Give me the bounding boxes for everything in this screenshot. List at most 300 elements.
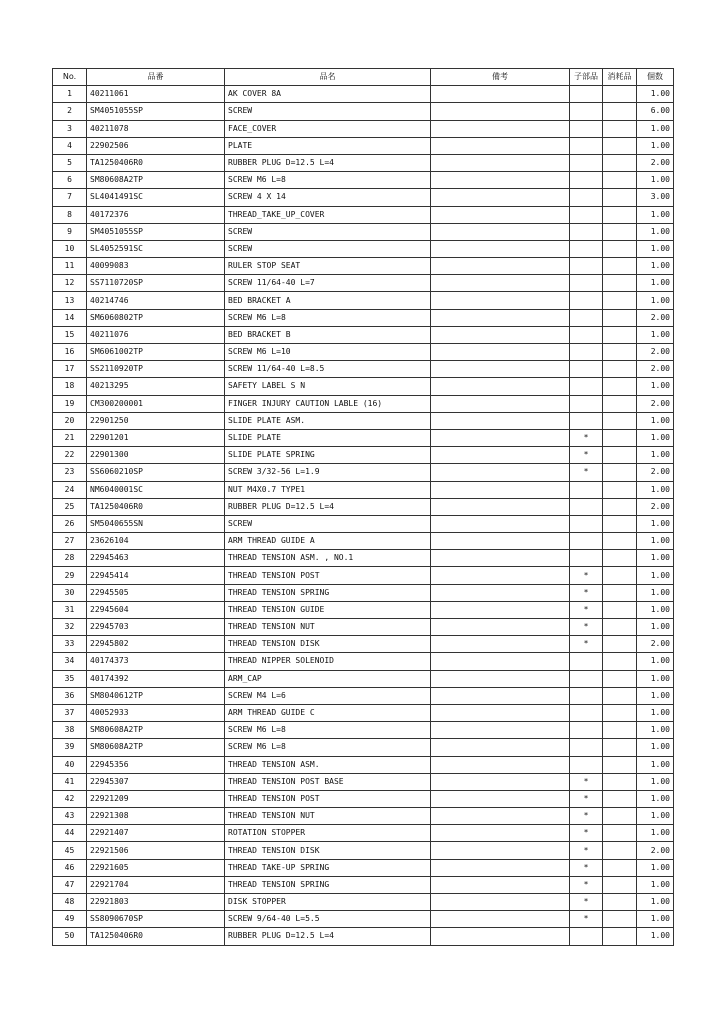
cell-sub-part	[570, 550, 603, 567]
cell-remarks	[431, 137, 570, 154]
cell-consumable	[603, 722, 637, 739]
cell-part-name: RUBBER PLUG D=12.5 L=4	[225, 154, 431, 171]
cell-part-name: THREAD TENSION POST BASE	[225, 773, 431, 790]
cell-qty: 1.00	[637, 790, 674, 807]
cell-part-name: SCREW M6 L=8	[225, 309, 431, 326]
cell-qty: 1.00	[637, 619, 674, 636]
parts-table	[52, 68, 674, 946]
cell-part-number: 22945463	[87, 550, 225, 567]
cell-no: 47	[53, 876, 87, 893]
table-row	[53, 189, 674, 206]
cell-part-number: TA1250406R0	[87, 498, 225, 515]
cell-qty: 6.00	[637, 103, 674, 120]
cell-sub-part: *	[570, 876, 603, 893]
cell-no: 46	[53, 859, 87, 876]
cell-remarks	[431, 361, 570, 378]
cell-part-name: SCREW	[225, 240, 431, 257]
cell-sub-part	[570, 704, 603, 721]
cell-sub-part	[570, 172, 603, 189]
cell-part-name: THREAD TENSION SPRING	[225, 584, 431, 601]
table-row	[53, 928, 674, 945]
cell-part-name: SCREW 11/64-40 L=8.5	[225, 361, 431, 378]
cell-remarks	[431, 412, 570, 429]
cell-consumable	[603, 911, 637, 928]
cell-sub-part: *	[570, 842, 603, 859]
table-row	[53, 103, 674, 120]
cell-part-name: SLIDE PLATE SPRING	[225, 447, 431, 464]
cell-part-name: THREAD TENSION ASM. , NO.1	[225, 550, 431, 567]
cell-remarks	[431, 601, 570, 618]
cell-remarks	[431, 344, 570, 361]
cell-part-number: 22945802	[87, 636, 225, 653]
cell-part-number: SM8040612TP	[87, 687, 225, 704]
cell-sub-part	[570, 154, 603, 171]
cell-qty: 1.00	[637, 172, 674, 189]
table-row	[53, 567, 674, 584]
cell-remarks	[431, 619, 570, 636]
cell-no: 36	[53, 687, 87, 704]
cell-consumable	[603, 619, 637, 636]
cell-consumable	[603, 515, 637, 532]
cell-remarks	[431, 670, 570, 687]
cell-consumable	[603, 292, 637, 309]
cell-part-name: ROTATION STOPPER	[225, 825, 431, 842]
cell-no: 24	[53, 481, 87, 498]
cell-remarks	[431, 275, 570, 292]
cell-qty: 2.00	[637, 344, 674, 361]
cell-no: 29	[53, 567, 87, 584]
cell-consumable	[603, 653, 637, 670]
table-row	[53, 894, 674, 911]
table-row	[53, 326, 674, 343]
cell-part-name: ARM_CAP	[225, 670, 431, 687]
cell-part-number: 40052933	[87, 704, 225, 721]
cell-remarks	[431, 773, 570, 790]
cell-no: 20	[53, 412, 87, 429]
cell-sub-part	[570, 223, 603, 240]
cell-qty: 1.00	[637, 704, 674, 721]
cell-sub-part	[570, 756, 603, 773]
cell-consumable	[603, 550, 637, 567]
table-row	[53, 619, 674, 636]
cell-sub-part: *	[570, 636, 603, 653]
cell-no: 23	[53, 464, 87, 481]
cell-no: 18	[53, 378, 87, 395]
cell-sub-part	[570, 103, 603, 120]
table-row	[53, 756, 674, 773]
cell-no: 13	[53, 292, 87, 309]
cell-no: 25	[53, 498, 87, 515]
cell-part-name: SCREW M4 L=6	[225, 687, 431, 704]
cell-consumable	[603, 137, 637, 154]
header-sub-part: 子部品	[570, 69, 603, 86]
header-qty: 個数	[637, 69, 674, 86]
cell-part-name: THREAD TENSION ASM.	[225, 756, 431, 773]
cell-consumable	[603, 876, 637, 893]
cell-qty: 1.00	[637, 928, 674, 945]
cell-qty: 1.00	[637, 567, 674, 584]
cell-part-number: 23626104	[87, 533, 225, 550]
cell-no: 21	[53, 429, 87, 446]
table-row	[53, 258, 674, 275]
table-row	[53, 292, 674, 309]
cell-no: 10	[53, 240, 87, 257]
cell-remarks	[431, 704, 570, 721]
cell-part-number: TA1250406R0	[87, 154, 225, 171]
cell-consumable	[603, 86, 637, 103]
cell-no: 26	[53, 515, 87, 532]
cell-part-name: SAFETY LABEL S N	[225, 378, 431, 395]
table-row	[53, 498, 674, 515]
cell-no: 28	[53, 550, 87, 567]
cell-remarks	[431, 447, 570, 464]
cell-no: 2	[53, 103, 87, 120]
table-row	[53, 412, 674, 429]
cell-sub-part: *	[570, 601, 603, 618]
cell-qty: 1.00	[637, 292, 674, 309]
cell-part-name: THREAD TENSION NUT	[225, 619, 431, 636]
cell-part-name: THREAD_TAKE_UP_COVER	[225, 206, 431, 223]
cell-sub-part	[570, 309, 603, 326]
cell-sub-part	[570, 86, 603, 103]
cell-qty: 1.00	[637, 584, 674, 601]
cell-consumable	[603, 636, 637, 653]
cell-qty: 1.00	[637, 808, 674, 825]
cell-no: 41	[53, 773, 87, 790]
cell-part-name: RULER STOP SEAT	[225, 258, 431, 275]
cell-part-name: THREAD TENSION POST	[225, 790, 431, 807]
table-row	[53, 464, 674, 481]
cell-qty: 2.00	[637, 636, 674, 653]
cell-part-number: 22945414	[87, 567, 225, 584]
table-header-row	[53, 69, 674, 86]
cell-no: 22	[53, 447, 87, 464]
cell-consumable	[603, 395, 637, 412]
cell-no: 7	[53, 189, 87, 206]
cell-consumable	[603, 223, 637, 240]
header-remarks: 備考	[431, 69, 570, 86]
cell-consumable	[603, 120, 637, 137]
cell-consumable	[603, 447, 637, 464]
cell-qty: 1.00	[637, 739, 674, 756]
cell-qty: 1.00	[637, 240, 674, 257]
cell-sub-part	[570, 120, 603, 137]
cell-sub-part: *	[570, 911, 603, 928]
cell-sub-part	[570, 653, 603, 670]
cell-consumable	[603, 928, 637, 945]
cell-qty: 1.00	[637, 326, 674, 343]
cell-no: 31	[53, 601, 87, 618]
cell-sub-part: *	[570, 464, 603, 481]
cell-part-number: 22921803	[87, 894, 225, 911]
cell-remarks	[431, 550, 570, 567]
cell-part-name: RUBBER PLUG D=12.5 L=4	[225, 928, 431, 945]
cell-part-name: THREAD TENSION NUT	[225, 808, 431, 825]
cell-no: 33	[53, 636, 87, 653]
cell-part-name: AK COVER 8A	[225, 86, 431, 103]
cell-remarks	[431, 258, 570, 275]
cell-no: 40	[53, 756, 87, 773]
table-row	[53, 395, 674, 412]
cell-consumable	[603, 326, 637, 343]
cell-consumable	[603, 412, 637, 429]
cell-remarks	[431, 876, 570, 893]
cell-no: 43	[53, 808, 87, 825]
cell-part-number: SM80608A2TP	[87, 722, 225, 739]
table-row	[53, 137, 674, 154]
cell-part-name: SCREW 4 X 14	[225, 189, 431, 206]
table-row	[53, 86, 674, 103]
cell-qty: 2.00	[637, 498, 674, 515]
cell-consumable	[603, 584, 637, 601]
cell-remarks	[431, 894, 570, 911]
cell-qty: 1.00	[637, 447, 674, 464]
cell-part-name: SCREW 11/64-40 L=7	[225, 275, 431, 292]
cell-part-number: 22901250	[87, 412, 225, 429]
cell-sub-part	[570, 687, 603, 704]
cell-sub-part	[570, 189, 603, 206]
cell-remarks	[431, 859, 570, 876]
cell-sub-part	[570, 722, 603, 739]
cell-part-number: 40099083	[87, 258, 225, 275]
cell-part-name: THREAD TENSION POST	[225, 567, 431, 584]
table-row	[53, 120, 674, 137]
cell-remarks	[431, 206, 570, 223]
table-row	[53, 687, 674, 704]
cell-part-name: THREAD NIPPER SOLENOID	[225, 653, 431, 670]
table-row	[53, 773, 674, 790]
cell-part-name: SCREW	[225, 103, 431, 120]
cell-remarks	[431, 653, 570, 670]
table-row	[53, 653, 674, 670]
cell-qty: 1.00	[637, 722, 674, 739]
cell-consumable	[603, 790, 637, 807]
cell-consumable	[603, 859, 637, 876]
cell-consumable	[603, 378, 637, 395]
cell-remarks	[431, 326, 570, 343]
cell-part-number: 22945604	[87, 601, 225, 618]
cell-no: 50	[53, 928, 87, 945]
cell-part-number: SS6060210SP	[87, 464, 225, 481]
cell-qty: 2.00	[637, 154, 674, 171]
cell-no: 42	[53, 790, 87, 807]
table-row	[53, 601, 674, 618]
cell-part-name: THREAD TAKE-UP SPRING	[225, 859, 431, 876]
table-row	[53, 808, 674, 825]
table-row	[53, 722, 674, 739]
cell-qty: 1.00	[637, 275, 674, 292]
cell-part-number: 40213295	[87, 378, 225, 395]
cell-consumable	[603, 739, 637, 756]
cell-part-number: 40174373	[87, 653, 225, 670]
cell-qty: 1.00	[637, 687, 674, 704]
cell-no: 16	[53, 344, 87, 361]
cell-sub-part: *	[570, 790, 603, 807]
cell-consumable	[603, 687, 637, 704]
cell-sub-part	[570, 258, 603, 275]
cell-part-number: 40211076	[87, 326, 225, 343]
cell-no: 17	[53, 361, 87, 378]
cell-sub-part	[570, 395, 603, 412]
cell-part-name: ARM THREAD GUIDE A	[225, 533, 431, 550]
cell-qty: 1.00	[637, 258, 674, 275]
cell-part-number: TA1250406R0	[87, 928, 225, 945]
cell-qty: 1.00	[637, 653, 674, 670]
cell-consumable	[603, 481, 637, 498]
cell-part-number: SM6060802TP	[87, 309, 225, 326]
cell-sub-part	[570, 533, 603, 550]
cell-sub-part	[570, 928, 603, 945]
cell-no: 49	[53, 911, 87, 928]
cell-qty: 1.00	[637, 120, 674, 137]
cell-part-name: PLATE	[225, 137, 431, 154]
cell-consumable	[603, 773, 637, 790]
cell-remarks	[431, 842, 570, 859]
table-row	[53, 842, 674, 859]
cell-qty: 1.00	[637, 223, 674, 240]
cell-no: 37	[53, 704, 87, 721]
cell-sub-part: *	[570, 584, 603, 601]
cell-part-number: SL4041491SC	[87, 189, 225, 206]
cell-part-number: SM80608A2TP	[87, 739, 225, 756]
cell-consumable	[603, 275, 637, 292]
cell-no: 11	[53, 258, 87, 275]
cell-remarks	[431, 533, 570, 550]
cell-remarks	[431, 429, 570, 446]
table-row	[53, 911, 674, 928]
cell-part-number: SS7110720SP	[87, 275, 225, 292]
cell-part-number: 22945505	[87, 584, 225, 601]
cell-remarks	[431, 86, 570, 103]
cell-remarks	[431, 189, 570, 206]
cell-part-name: RUBBER PLUG D=12.5 L=4	[225, 498, 431, 515]
cell-remarks	[431, 481, 570, 498]
cell-part-number: 22921605	[87, 859, 225, 876]
cell-qty: 1.00	[637, 670, 674, 687]
cell-remarks	[431, 584, 570, 601]
cell-part-name: SCREW M6 L=8	[225, 722, 431, 739]
cell-part-number: CM300200001	[87, 395, 225, 412]
cell-part-number: 22921506	[87, 842, 225, 859]
cell-consumable	[603, 808, 637, 825]
cell-consumable	[603, 842, 637, 859]
cell-no: 38	[53, 722, 87, 739]
cell-part-name: DISK STOPPER	[225, 894, 431, 911]
cell-qty: 1.00	[637, 773, 674, 790]
cell-part-number: 22921407	[87, 825, 225, 842]
cell-part-number: SM4051055SP	[87, 223, 225, 240]
cell-part-number: 22901300	[87, 447, 225, 464]
cell-part-name: FACE_COVER	[225, 120, 431, 137]
cell-remarks	[431, 808, 570, 825]
table-row	[53, 739, 674, 756]
cell-qty: 1.00	[637, 894, 674, 911]
cell-part-name: SCREW	[225, 515, 431, 532]
cell-part-name: ARM THREAD GUIDE C	[225, 704, 431, 721]
cell-remarks	[431, 378, 570, 395]
cell-part-number: SM6061002TP	[87, 344, 225, 361]
cell-part-number: SS8090670SP	[87, 911, 225, 928]
table-row	[53, 154, 674, 171]
table-row	[53, 481, 674, 498]
cell-qty: 1.00	[637, 756, 674, 773]
cell-remarks	[431, 464, 570, 481]
cell-qty: 1.00	[637, 137, 674, 154]
cell-consumable	[603, 344, 637, 361]
cell-part-name: SCREW M6 L=8	[225, 739, 431, 756]
cell-no: 45	[53, 842, 87, 859]
cell-sub-part: *	[570, 429, 603, 446]
cell-no: 19	[53, 395, 87, 412]
table-row	[53, 206, 674, 223]
cell-no: 14	[53, 309, 87, 326]
cell-qty: 1.00	[637, 206, 674, 223]
cell-part-name: SCREW	[225, 223, 431, 240]
table-row	[53, 223, 674, 240]
cell-qty: 1.00	[637, 378, 674, 395]
cell-no: 35	[53, 670, 87, 687]
cell-no: 6	[53, 172, 87, 189]
cell-part-number: 40174392	[87, 670, 225, 687]
cell-part-name: SCREW 9/64-40 L=5.5	[225, 911, 431, 928]
table-row	[53, 275, 674, 292]
table-row	[53, 429, 674, 446]
cell-remarks	[431, 790, 570, 807]
cell-part-name: SCREW M6 L=10	[225, 344, 431, 361]
table-row	[53, 876, 674, 893]
cell-sub-part	[570, 344, 603, 361]
cell-consumable	[603, 429, 637, 446]
cell-qty: 1.00	[637, 429, 674, 446]
cell-sub-part: *	[570, 619, 603, 636]
cell-sub-part	[570, 378, 603, 395]
cell-part-name: THREAD TENSION DISK	[225, 636, 431, 653]
cell-qty: 2.00	[637, 464, 674, 481]
cell-qty: 1.00	[637, 515, 674, 532]
cell-sub-part: *	[570, 567, 603, 584]
cell-part-number: 22902506	[87, 137, 225, 154]
cell-part-name: SLIDE PLATE	[225, 429, 431, 446]
cell-remarks	[431, 636, 570, 653]
cell-no: 39	[53, 739, 87, 756]
cell-qty: 3.00	[637, 189, 674, 206]
cell-no: 34	[53, 653, 87, 670]
cell-part-name: FINGER INJURY CAUTION LABLE (16)	[225, 395, 431, 412]
header-part-number: 品番	[87, 69, 225, 86]
cell-no: 1	[53, 86, 87, 103]
header-consumable: 消耗品	[603, 69, 637, 86]
cell-part-number: 22921209	[87, 790, 225, 807]
cell-part-number: SM4051055SP	[87, 103, 225, 120]
cell-consumable	[603, 567, 637, 584]
cell-consumable	[603, 756, 637, 773]
cell-consumable	[603, 154, 637, 171]
cell-qty: 1.00	[637, 481, 674, 498]
cell-qty: 1.00	[637, 550, 674, 567]
cell-consumable	[603, 825, 637, 842]
cell-sub-part	[570, 292, 603, 309]
cell-part-number: 22945703	[87, 619, 225, 636]
cell-remarks	[431, 154, 570, 171]
cell-consumable	[603, 206, 637, 223]
cell-no: 32	[53, 619, 87, 636]
table-row	[53, 515, 674, 532]
cell-part-number: NM6040001SC	[87, 481, 225, 498]
cell-consumable	[603, 533, 637, 550]
table-row	[53, 584, 674, 601]
cell-qty: 1.00	[637, 412, 674, 429]
table-row	[53, 361, 674, 378]
